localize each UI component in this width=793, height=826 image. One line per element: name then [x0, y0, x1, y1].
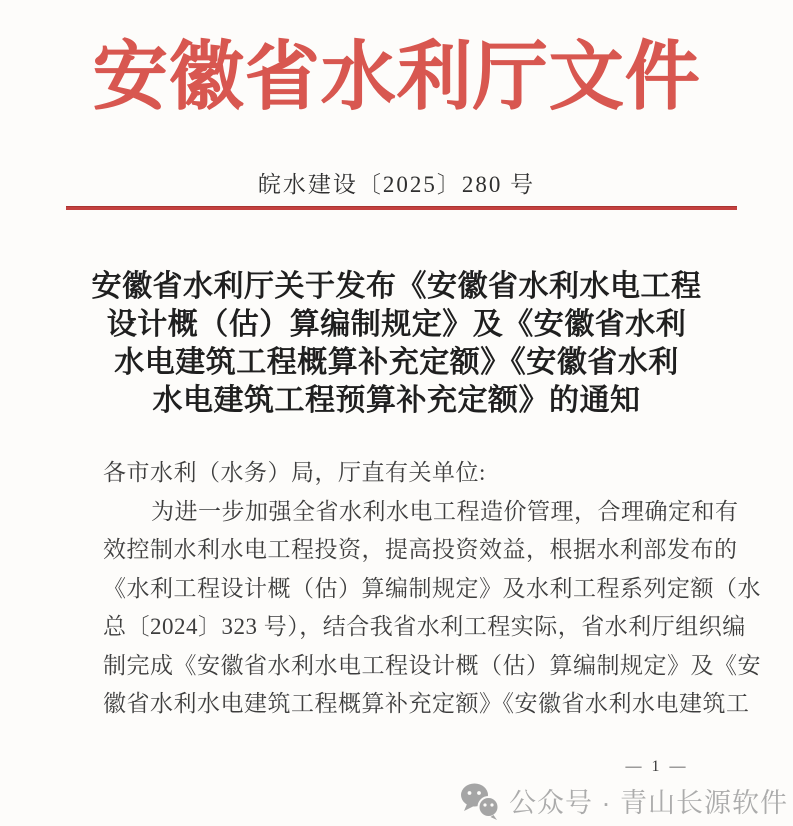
body-line: 徽省水利水电建筑工程概算补充定额》《安徽省水利水电建筑工 [103, 691, 750, 716]
salutation-line: 各市水利（水务）局，厅直有关单位: [103, 460, 486, 485]
title-line-4: 水电建筑工程预算补充定额》的通知 [152, 384, 641, 417]
document-body [103, 454, 761, 724]
watermark-text: 公众号 · 青山长源软件 [509, 788, 788, 818]
title-line-2: 设计概（估）算编制规定》及《安徽省水利 [106, 308, 687, 341]
letterhead-banner-title: 安徽省水利厅文件 [92, 36, 701, 119]
red-separator-line [66, 206, 737, 210]
title-line-1: 安徽省水利厅关于发布《安徽省水利水电工程 [91, 270, 702, 303]
watermark [460, 781, 788, 820]
body-line: 制完成《安徽省水利水电工程设计概（估）算编制规定》及《安 [103, 652, 761, 678]
body-line: 为进一步加强全省水利水电工程造价管理，合理确定和有 [151, 498, 739, 524]
body-line: 总〔2024〕323 号），结合我省水利工程实际，省水利厅组织编 [103, 614, 746, 639]
body-line: 《水利工程设计概（估）算编制规定》及水利工程系列定额（水 [103, 575, 761, 601]
wechat-icon [460, 782, 500, 820]
document-reference-number: 皖水建设〔2025〕280 号 [257, 172, 536, 197]
page-number: — 1 — [625, 758, 689, 775]
title-line-3: 水电建筑工程概算补充定额》《安徽省水利 [114, 346, 679, 379]
body-line: 效控制水利水电工程投资，提高投资效益，根据水利部发布的 [103, 537, 738, 562]
document-title [0, 268, 793, 420]
